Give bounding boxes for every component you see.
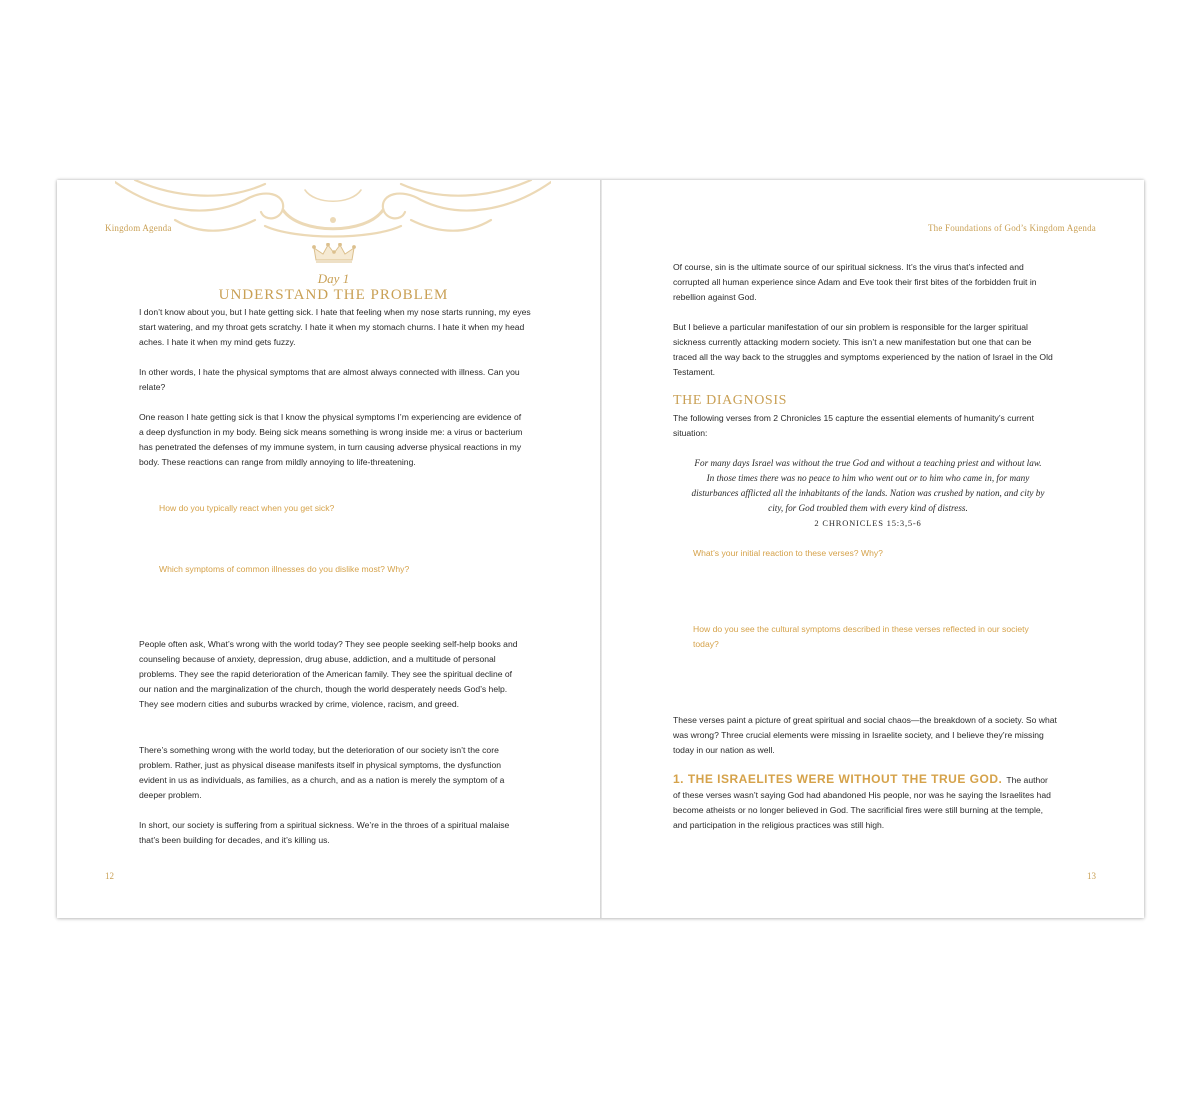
chapter-title: UNDERSTAND THE PROBLEM — [218, 287, 449, 303]
body-paragraph: I don’t know about you, but I hate getting sick. I hate that feeling when my nose starts running, my eyes start watering, and my throat gets scratchy. I hate it when my stomach churns. I hate it when my head aches. I hate it when my mind gets fuzzy. — [139, 307, 531, 347]
book-spread — [57, 180, 1144, 918]
reflection-question: How do you typically react when you get sick? — [159, 503, 335, 513]
flourish-ornament-icon — [115, 180, 551, 242]
running-head-right: The Foundations of God’s Kingdom Agenda — [927, 223, 1096, 233]
reflection-question: Which symptoms of common illnesses do you dislike most? Why? — [159, 564, 410, 574]
scripture-quote: For many days Israel was without the true God and without a teaching priest and without law. In those times there was no peace to him who went out or to him who came in, for many disturbances afflicted all the inhabitants of the lands. Nation was crushed by nation, and city by city, for God troubled them with every kind of distress. — [691, 458, 1045, 513]
body-paragraph: But I believe a particular manifestation of our sin problem is responsible for the larger spiritual sickness currently attacking modern society. This isn’t a new manifestation but one that can be traced all the way back to the struggles and symptoms experienced by the nation of Israel in the Old Testament. — [673, 322, 1053, 377]
point-body: The author of these verses wasn’t saying God had abandoned His people, nor was he saying the Israelites had become atheists or no longer believed in God. The sacrificial fires were still burning at the temple, and participation in the religious practices was still high. — [673, 775, 1051, 830]
body-paragraph: People often ask, What’s wrong with the world today? They see people seeking self-help books and counseling because of anxiety, depression, drug abuse, addiction, and a multitude of personal problems. They see the rapid deterioration of the American family. They see the spiritual decline of our nation and the marginalization of the church, though the world desperately needs God’s help. They see modern cities and suburbs wracked by crime, violence, racism, and greed. — [139, 639, 518, 709]
reflection-question: What’s your initial reaction to these verses? Why? — [693, 548, 883, 558]
body-paragraph: In other words, I hate the physical symptoms that are almost always connected with illness. Can you relate? — [139, 367, 520, 392]
body-paragraph: Of course, sin is the ultimate source of our spiritual sickness. It’s the virus that’s infected and corrupted all human experience since Adam and Eve took their first bites of the forbidden fruit in rebellion against God. — [673, 262, 1037, 302]
body-paragraph: The following verses from 2 Chronicles 15 capture the essential elements of humanity’s current situation: — [673, 413, 1034, 438]
body-paragraph: There’s something wrong with the world today, but the deterioration of our society isn’t the core problem. Rather, just as physical disease manifests itself in physical symptoms, the dysfunction evident in us as individuals, as families, as a church, and as a nation is merely the symptom of a deeper problem. — [139, 745, 505, 800]
crown-icon — [312, 243, 356, 265]
right-page — [602, 180, 1144, 918]
left-page — [57, 180, 600, 918]
page-number-left: 12 — [105, 871, 114, 881]
body-paragraph: These verses paint a picture of great spiritual and social chaos—the breakdown of a society. So what was wrong? Three crucial elements were missing in Israelite society, and I believe they’re missing today in our nation as well. — [673, 715, 1057, 755]
reflection-question: How do you see the cultural symptoms described in these verses reflected in our society today? — [693, 624, 1029, 649]
body-paragraph: In short, our society is suffering from a spiritual sickness. We’re in the throes of a spiritual malaise that’s been building for decades, and it’s killing us. — [139, 820, 510, 845]
scripture-citation: 2 CHRONICLES 15:3,5-6 — [814, 518, 922, 528]
page-number-right: 13 — [1087, 871, 1096, 881]
running-head-left: Kingdom Agenda — [105, 223, 172, 233]
day-label: Day 1 — [317, 271, 350, 286]
point-heading: 1. THE ISRAELITES WERE WITHOUT THE TRUE GOD. — [673, 772, 1003, 786]
point-paragraph — [673, 772, 1053, 833]
body-paragraph: One reason I hate getting sick is that I know the physical symptoms I’m experiencing are evidence of a deep dysfunction in my body. Being sick means something is wrong inside me: a virus or bacterium has penetrated the defenses of my immune system, in turn causing adverse physical reactions in my body. These reactions can range from mildly annoying to life-threatening. — [139, 412, 523, 467]
section-title: THE DIAGNOSIS — [673, 393, 787, 408]
